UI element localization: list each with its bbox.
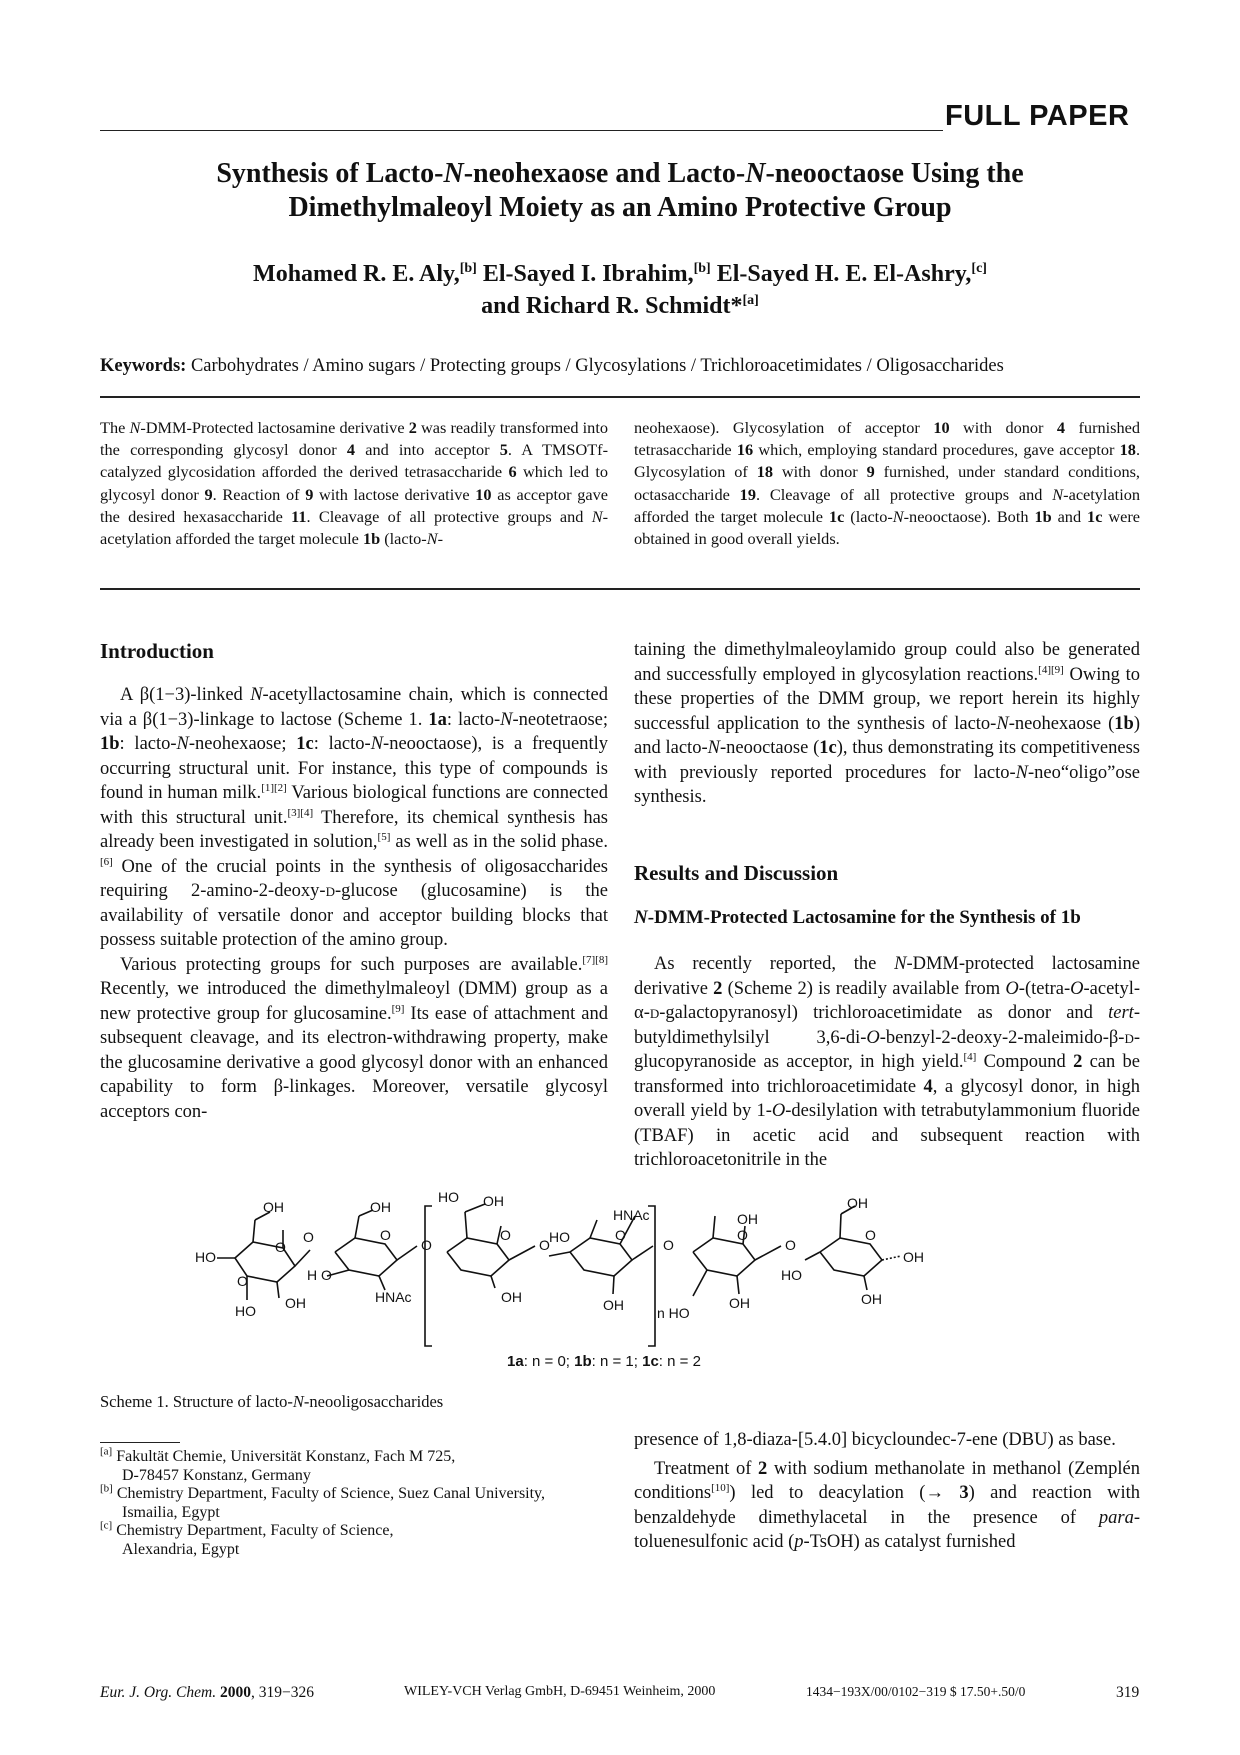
scheme-caption: Scheme 1. Structure of lacto-N-neooligosaccharides [100,1392,444,1411]
results-subheading: N-DMM-Protected Lactosamine for the Synthesis of 1b [634,907,1081,928]
affil-b: Chemistry Department, Faculty of Science, Suez Canal University, [116,1485,546,1502]
footer-pages: , 319−326 [250,1684,314,1701]
author-4-affil: [a] [742,293,759,308]
intro-paragraph-3: taining the dimethylmaleoylamido group could also be generated and successfully employed in glycosylation reactions.[4][9] Owing to these properties of the DMM group, we report herein its highly successful application to the synthesis of lacto-N-neohexaose (1b) and lacto-N-neooctaose (1c), thus demonstrating its competitiveness with previously reported procedures for lacto-N-neo“oligo”ose synthesis. [634,640,1140,807]
author-3-affil: [c] [971,261,987,276]
sugar-ring-gal-1 [217,1212,310,1300]
author-1: Mohamed R. E. Aly, [253,261,460,287]
label-hnac-2: HNAc [613,1207,650,1223]
label-o-4: O [500,1227,511,1243]
label-ho-3: HO [438,1190,459,1205]
title-line-2: Dimethylmaleoyl Moiety as an Amino Protective Group [288,192,952,223]
footer-citation [100,1684,314,1702]
sugar-ring-glcnac-1 [327,1210,417,1290]
paper-title [120,157,1120,225]
label-o-3: O [380,1227,391,1243]
footer-journal: Eur. J. Org. Chem. [100,1684,217,1701]
footer-code: 1434−193X/00/0102−319 $ 17.50+.50/0 [806,1684,1026,1699]
label-o-7: O [865,1227,876,1243]
abstract-left: The N-DMM-Protected lactosamine derivative 2 was readily transformed into the corresponding glycosyl donor 4 and into acceptor 5. A TMSOTf-catalyzed glycosidation afforded the derived tetrasaccharide 6 which led to glycosyl donor 9. Reaction of 9 with lactose derivative 10 as acceptor gave the desired hexasaccharide 11. Cleavage of all protective groups and N-acetylation afforded the target molecule 1b (lacto-N- [100,418,609,549]
label-hnac-1: HNAc [375,1289,412,1305]
repeat-bracket-right [648,1206,655,1346]
results-heading: Results and Discussion [634,861,839,885]
affil-a-line-2: D-78457 Konstanz, Germany [122,1466,311,1484]
label-o-1: O [275,1239,286,1255]
author-2-affil: [b] [693,261,711,276]
sugar-ring-glcnac-2 [549,1216,653,1294]
label-n-ho: n HO [657,1305,690,1321]
label-o-link-1: O [303,1229,314,1245]
intro-column [100,683,608,1124]
label-o-2: O [237,1273,248,1289]
author-1-affil: [b] [459,261,477,276]
results-paragraph-3: Treatment of 2 with sodium methanolate in methanol (Zemplén conditions[10]) led to deacylation (→ 3) and reaction with benzaldehyde dimethylacetal in the presence of para-toluenesulfonic acid (p-TsOH) as catalyst furnished [634,1458,1141,1552]
footer-page-number: 319 [1116,1684,1140,1701]
results-continued [634,1428,1140,1555]
label-h-o: H O [307,1267,332,1283]
sugar-ring-glc [805,1206,901,1290]
label-oh-3: OH [370,1199,391,1215]
scheme-structure [195,1190,1045,1375]
label-oh-6: OH [603,1297,624,1313]
affil-c-line-2: Alexandria, Egypt [122,1540,240,1558]
author-2: El-Sayed I. Ibrahim, [482,261,694,287]
abstract-bottom-rule [100,588,1140,590]
label-ho-5: HO [781,1267,802,1283]
scheme-legend: 1a: n = 0; 1b: n = 1; 1c: n = 2 [507,1353,701,1370]
label-ho-4: HO [549,1229,570,1245]
affil-a: Fakultät Chemie, Universität Konstanz, Fach M 725, [116,1448,456,1465]
affil-c: Chemistry Department, Faculty of Science, [116,1522,394,1539]
label-oh-9: OH [847,1195,868,1211]
label-o-5: O [615,1227,626,1243]
label-oh-1: OH [263,1199,284,1215]
keywords-label: Keywords: [100,356,187,376]
intro-paragraph-2: Various protecting groups for such purposes are available.[7][8] Recently, we introduced the dimethylmaleoyl (DMM) group as a new protective group for glucosamine.[9] Its ease of attachment and subsequent cleavage, and its electron-withdrawing property, make the glucosamine derivative a good glycosyl donor with an enhanced capability to form β-linkages. Moreover, versatile glycosyl acceptors con- [100,953,608,1122]
header-rule [100,130,943,131]
label-oh-8: OH [729,1295,750,1311]
author-4: and Richard R. Schmidt* [481,293,743,319]
title-line-1: Synthesis of Lacto-N-neohexaose and Lacto-N-neooctaose Using the [216,158,1024,189]
results-paragraph-2: presence of 1,8-diaza-[5.4.0] bicycloundec-7-ene (DBU) as base. [634,1430,1116,1450]
section-label: FULL PAPER [945,100,1130,132]
label-oh-4: OH [483,1193,504,1209]
label-ho-2: HO [235,1303,256,1319]
intro-paragraph-1: A β(1−3)-linked N-acetyllactosamine chain, which is connected via a β(1−3)-linkage to lactose (Scheme 1. 1a: lacto-N-neotetraose; 1b: lacto-N-neohexaose; 1c: lacto-N-neooctaose), is a frequently occurring structural unit. For instance, this type of compounds is found in human milk.[1][2] Various biological functions are connected with this structural unit.[3][4] Therefore, its chemical synthesis has already been investigated in solution,[5] as well as in the solid phase.[6] One of the crucial points in the synthesis of oligosaccharides requiring 2-amino-2-deoxy-d-glucose (glucosamine) is the availability of versatile donor and acceptor building blocks that possess suitable protection of the amino group. [100,685,608,950]
label-oh-end: OH [903,1249,924,1265]
label-oh-7: OH [737,1211,758,1227]
keywords [100,356,1140,377]
author-list [120,258,1120,322]
label-o-6: O [737,1227,748,1243]
affil-c-tag: [c] [100,1519,113,1532]
label-oh-5: OH [501,1289,522,1305]
repeat-bracket-left [425,1206,432,1346]
footnote-rule [100,1442,180,1443]
sugar-ring-gal-2 [447,1204,535,1288]
abstract-right: neohexaose). Glycosylation of acceptor 10 with donor 4 furnished tetrasaccharide 16 which, employing standard procedures, gave acceptor 18. Glycosylation of 18 with donor 9 furnished, under standard conditions, octasaccharide 19. Cleavage of all protective groups and N-acetylation afforded the target molecule 1c (lacto-N-neooctaose). Both 1b and 1c were obtained in good overall yields. [634,418,1141,549]
affil-b-tag: [b] [100,1482,113,1495]
author-3: El-Sayed H. E. El-Ashry, [716,261,972,287]
label-o-link-4: O [663,1237,674,1253]
label-o-link-5: O [785,1237,796,1253]
affiliations [100,1445,610,1559]
label-oh-2: OH [285,1295,306,1311]
affil-b-line-2: Ismailia, Egypt [122,1503,220,1521]
results-paragraph-1: As recently reported, the N-DMM-protected lactosamine derivative 2 (Scheme 2) is readily available from O-(tetra-O-acetyl-α-d-galactopyranosyl) trichloroacetimidate as donor and tert-butyldimethylsilyl 3,6-di-O-benzyl-2-deoxy-2-maleimido-β-d-glucopyranoside as acceptor, in high yield.[4] Compound 2 can be transformed into trichloroacetimidate 4, a glycosyl donor, in high overall yield by 1-O-desilylation with tetrabutylammonium fluoride (TBAF) in acetic acid and subsequent reaction with trichloroacetonitrile in the [634,954,1141,1170]
abstract-top-rule [100,396,1140,398]
label-ho-1: HO [195,1249,216,1265]
footer-year: 2000 [219,1684,251,1701]
label-o-link-2: O [421,1237,432,1253]
keywords-text: Carbohydrates / Amino sugars / Protecting groups / Glycosylations / Trichloroacetimidates / Oligosaccharides [190,356,1004,376]
label-o-link-3: O [539,1237,550,1253]
footer-publisher: WILEY-VCH Verlag GmbH, D-69451 Weinheim, 2000 [404,1684,716,1699]
results-column [634,952,1140,1173]
intro-continued [634,638,1140,810]
intro-heading: Introduction [100,639,214,663]
affil-a-tag: [a] [100,1445,113,1458]
label-oh-10: OH [861,1291,882,1307]
